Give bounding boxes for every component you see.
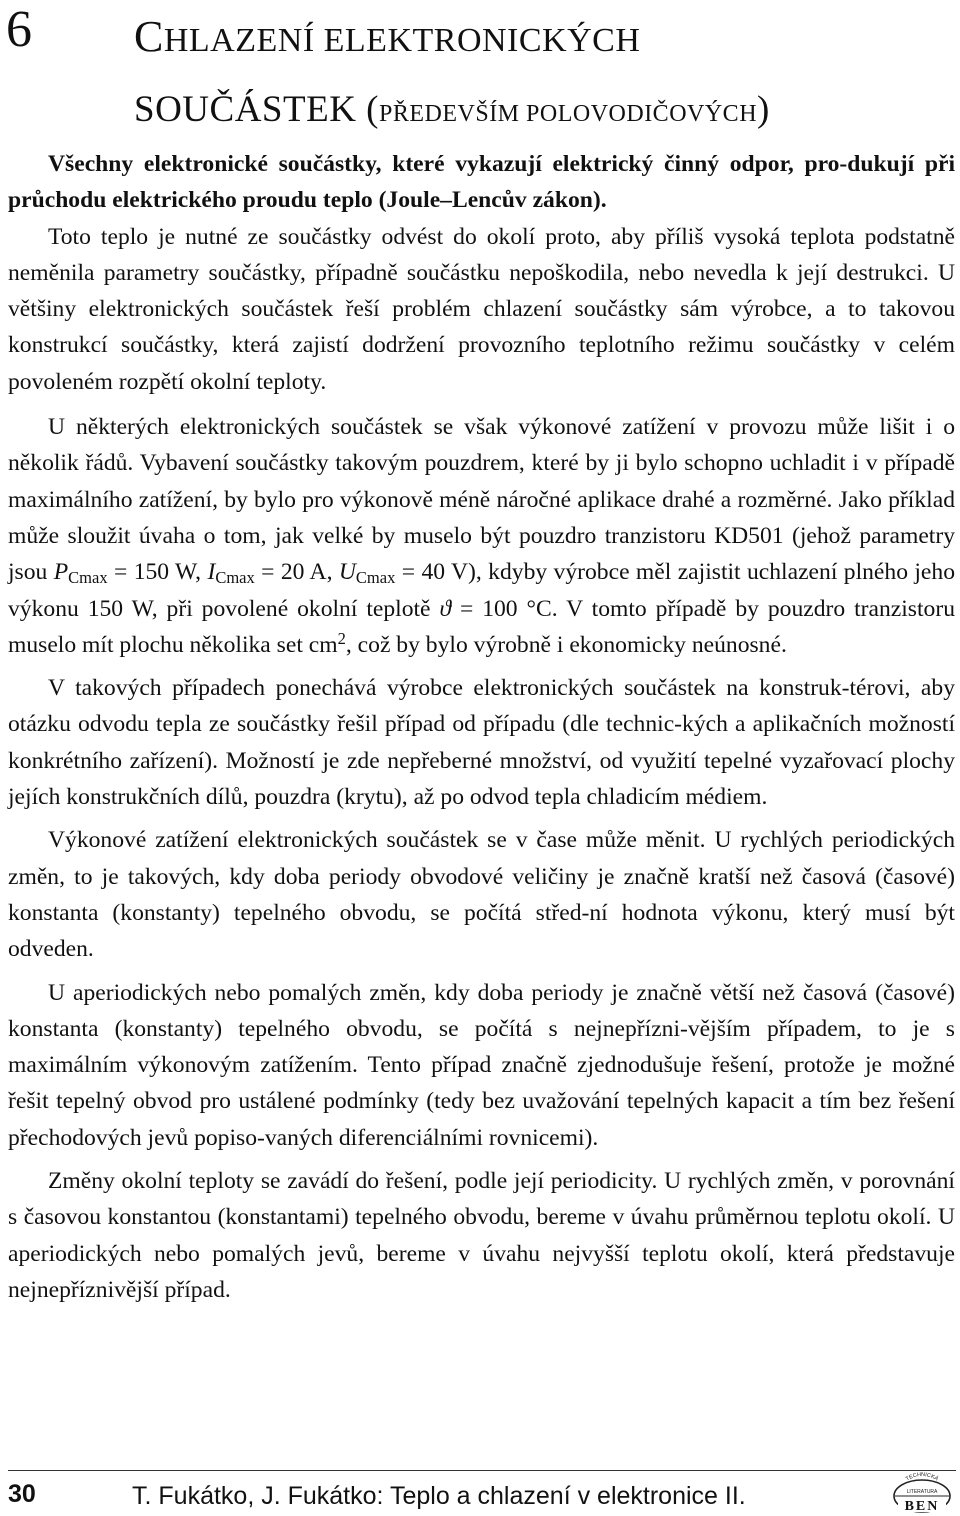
- subscript-cmax: Cmax: [68, 568, 108, 588]
- footer-divider: [8, 1470, 956, 1471]
- subscript-cmax: Cmax: [355, 568, 396, 588]
- symbol-u: U: [338, 559, 356, 586]
- title-line1-rest: HLAZENÍ ELEKTRONICKÝCH: [163, 22, 641, 59]
- symbol-i: I: [207, 559, 216, 586]
- paragraph-3: [8, 409, 955, 663]
- chapter-title-line1: [134, 12, 640, 61]
- running-footer-title: T. Fukátko, J. Fukátko: Teplo a chlazení v elektronice II.: [132, 1482, 746, 1510]
- p3-text-b: = 150 W,: [107, 559, 208, 586]
- symbol-p: P: [53, 559, 69, 586]
- p3-text-d: = 40 V), kdyby výrobce měl zajistit uchlazení plného jeho výkonu 150 W, při povolené okolní teplotě: [8, 559, 955, 622]
- paragraph-5: Výkonové zatížení elektronických součástek se v čase může měnit. U rychlých periodických změn, to je takových, kdy doba periody obvodové veličiny je značně kratší než časová (časové) konstanta (konstanty) tepelného obvodu, se počítá střed-ní hodnota výkonu, který musí být odveden.: [8, 827, 955, 963]
- chapter-title: [134, 4, 934, 147]
- subscript-cmax: Cmax: [215, 568, 255, 588]
- paragraph-7: Změny okolní teploty se zavádí do řešení, podle její periodicity. U rychlých změn, v porovnání s časovou konstantou (konstantami) tepelného obvodu, bereme v úvahu průměrnou teplotu okolí. U aperiodických nebo pomalých jevů, bereme v úvahu nejvyšší teplotu okolí, která představuje nejnepříznivější případ.: [8, 1168, 955, 1303]
- title-line2-end: ): [757, 89, 770, 130]
- page-number: 30: [8, 1480, 36, 1508]
- intro-paragraph: Všechny elektronické součástky, které vykazují elektrický činný odpor, pro-dukují při průchodu elektrického proudu teplo (Joule–Lencův zákon).: [8, 151, 955, 214]
- logo-middle-text: LITERATURA: [906, 1489, 938, 1495]
- superscript-2: 2: [337, 628, 346, 648]
- p3-text-a: U některých elektronických součástek se však výkonové zatížení v provozu může lišit i o několik řádů. Vybavení součástky takovým pouzdrem, které by ji bylo schopno uchladit i v případě maximálního zatížení, by bylo pro výkonově méně náročné aplikace drahé a rozměrné. Jako příklad může sloužit úvaha o tom, jak velké by muselo být pouzdro tranzistoru KD501 (jehož parametry jsou: [8, 414, 955, 586]
- chapter-number: 6: [6, 1, 32, 58]
- p3-text-c: = 20 A,: [254, 559, 339, 586]
- p3-text-f: , což by bylo výrobně i ekonomicky neúnosné.: [345, 631, 787, 658]
- chapter-title-line2: [134, 89, 770, 130]
- publisher-logo-icon: [888, 1472, 956, 1514]
- body-text: [8, 146, 955, 1308]
- paragraph-2: Toto teplo je nutné ze součástky odvést do okolí proto, aby příliš vysoká teplota podstatně neměnila parametry součástky, případně součástku nepoškodila, nebo nevedla k její destrukci. U většiny elektronických součástek řeší problém chlazení součástky sám výrobce, a to takovou konstrukcí součástky, která zajistí dodržení provozního teplotního režimu součástky v celém povoleném rozpětí okolní teploty.: [8, 223, 955, 395]
- paragraph-6: U aperiodických nebo pomalých změn, kdy doba periody je značně větší než časová (časové) konstanta (konstanty) tepelného obvodu, se počítá s nejnepřízni-vějším případem, to je s maximálním výkonovým zatížením. Tento případ značně zjednodušuje řešení, protože je možné řešit tepelný obvod pro ustálené podmínky (tedy bez uvažování tepelných kapacit a tím bez řešení přechodových jevů popiso-vaných diferenciálními rovnicemi).: [8, 979, 955, 1151]
- logo-top-text: TECHNICKÁ: [904, 1472, 940, 1483]
- symbol-theta: ϑ: [439, 595, 452, 622]
- title-line2-small: PŘEDEVŠÍM POLOVODIČOVÝCH: [379, 101, 758, 127]
- title-line2-main: SOUČÁSTEK (: [134, 89, 379, 130]
- svg-text:TECHNICKÁ: [905, 1472, 940, 1483]
- p3-text-e: = 100 °C. V tomto případě by pouzdro tranzistoru muselo mít plochu několika set cm: [8, 595, 955, 658]
- title-initial: C: [134, 12, 164, 61]
- paragraph-4: V takových případech ponechává výrobce elektronických součástek na konstruk-térovi, aby otázku odvodu tepla ze součástky řešil případ od případu (dle technic-kých a aplikačních možností konkrétního zařízení). Možností je zde nepřeberné množství, od využití tepelné vyzařovací plochy jejích konstrukčních dílů, pouzdra (krytu), až po odvod tepla chladicím médiem.: [8, 675, 955, 811]
- logo-main-text: BEN: [904, 1499, 940, 1514]
